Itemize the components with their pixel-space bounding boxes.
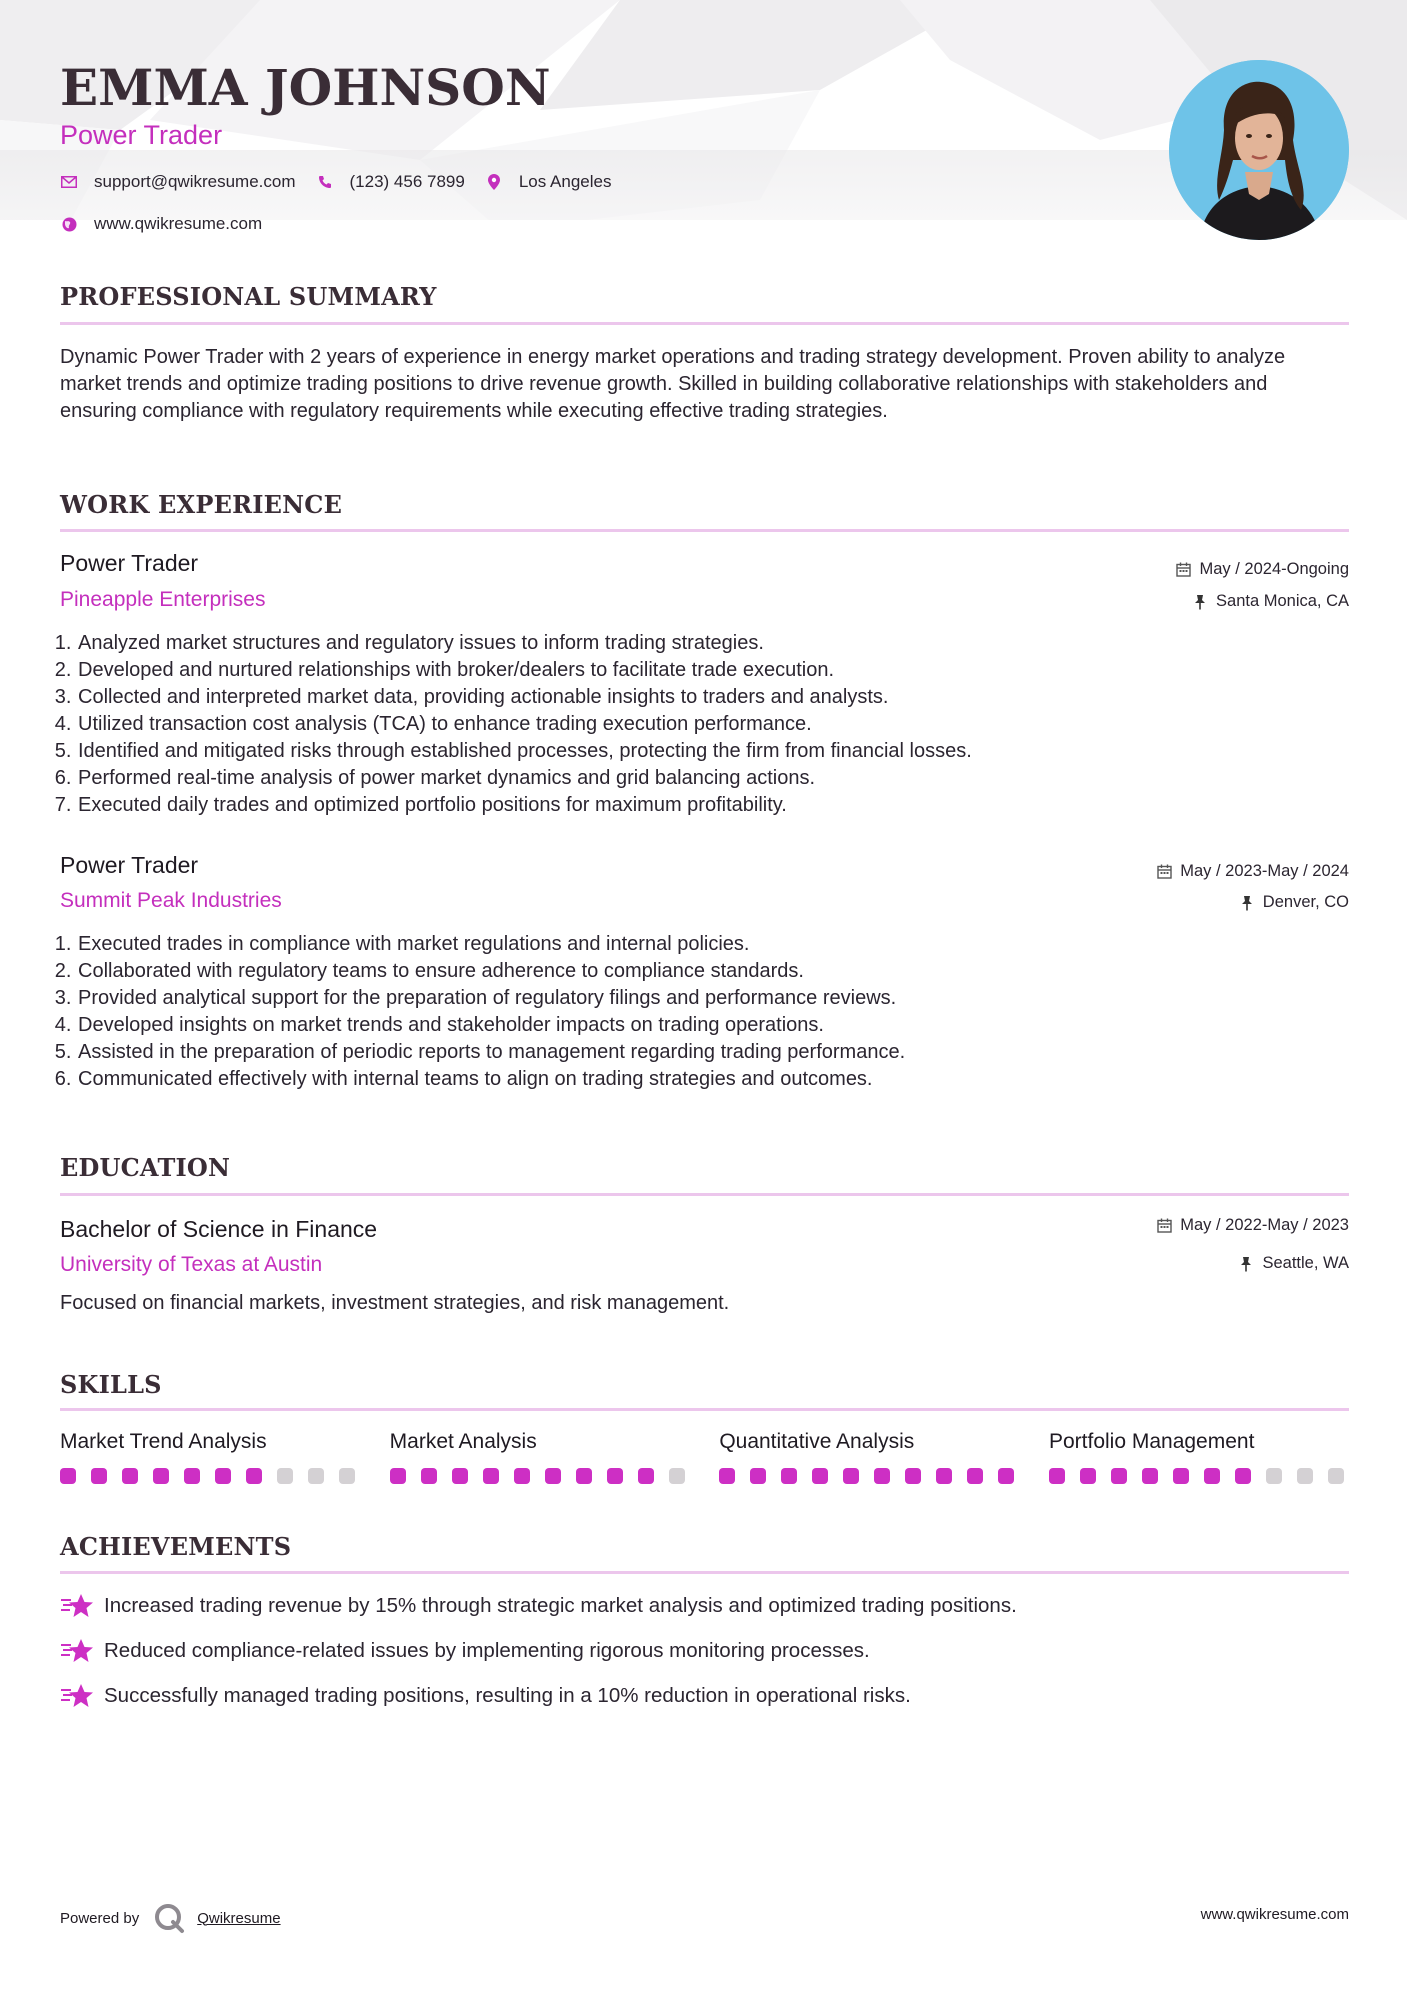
email-text[interactable]: support@qwikresume.com: [94, 172, 296, 191]
skill-dot-empty: [1266, 1468, 1282, 1484]
skill-dot-filled: [638, 1468, 654, 1484]
calendar-icon: [1175, 562, 1191, 578]
skill-dot-filled: [184, 1468, 200, 1484]
pushpin-icon: [1239, 895, 1255, 911]
profile-photo: [1169, 60, 1349, 240]
skill-dot-filled: [215, 1468, 231, 1484]
candidate-name: EMMA JOHNSON: [60, 58, 551, 117]
achievement-text: Increased trading revenue by 15% through strategic market analysis and optimized trading positions.: [104, 1594, 1017, 1617]
job-2-location: [1239, 893, 1349, 912]
star-award-icon: [60, 1682, 94, 1710]
footer-powered-by: [60, 1902, 281, 1934]
job-1-dates-text: May / 2024-Ongoing: [1199, 560, 1349, 578]
job-2-dates-text: May / 2023-May / 2024: [1180, 862, 1349, 880]
skill-dot-filled: [545, 1468, 561, 1484]
phone-icon: [316, 173, 334, 191]
skill-dot-filled: [1080, 1468, 1096, 1484]
duty-item: 4. Utilized transaction cost analysis (TCA) to enhance trading execution performance.: [77, 711, 1347, 738]
duty-item: 3. Provided analytical support for the preparation of regulatory filings and performance reviews.: [77, 985, 1347, 1012]
duty-item: 6. Performed real-time analysis of power market dynamics and grid balancing actions.: [77, 765, 1347, 792]
skill-name: Market Analysis: [389, 1430, 537, 1453]
skill-dot-filled: [153, 1468, 169, 1484]
duty-item: 4. Developed insights on market trends and stakeholder impacts on trading operations.: [77, 1012, 1347, 1039]
calendar-icon: [1156, 864, 1172, 880]
skill-dot-filled: [936, 1468, 952, 1484]
education-description: Focused on financial markets, investment strategies, and risk management.: [60, 1292, 730, 1314]
skill-item: [1049, 1430, 1349, 1484]
skill-dot-filled: [91, 1468, 107, 1484]
contact-row-primary: [60, 172, 631, 192]
skill-rating: [390, 1468, 690, 1484]
education-divider: [60, 1193, 1349, 1196]
pushpin-icon: [1192, 594, 1208, 610]
job-1-location: [1192, 592, 1349, 611]
pushpin-icon: [1238, 1256, 1254, 1272]
job-1-company: Pineapple Enterprises: [60, 588, 266, 611]
skill-item: [390, 1430, 690, 1484]
skill-dot-filled: [1049, 1468, 1065, 1484]
skill-dot-filled: [1204, 1468, 1220, 1484]
achievement-item: [60, 1637, 870, 1665]
duty-item: 5. Identified and mitigated risks through established processes, protecting the firm from financial losses.: [77, 738, 1347, 765]
skills-divider: [60, 1408, 1349, 1411]
skill-dot-filled: [843, 1468, 859, 1484]
skill-dot-empty: [1297, 1468, 1313, 1484]
skill-dot-filled: [998, 1468, 1014, 1484]
skill-name: Market Trend Analysis: [60, 1430, 267, 1453]
job-2-dates: [1156, 862, 1349, 881]
duty-item: 7. Executed daily trades and optimized portfolio positions for maximum profitability.: [77, 792, 1347, 819]
skill-dot-filled: [1142, 1468, 1158, 1484]
summary-text: Dynamic Power Trader with 2 years of experience in energy market operations and trading strategy development. Proven ability to analyze market trends and optimize trading positions to drive revenue growth. Skilled in building collaborative relationships with stakeholders and ensuring compliance with regulatory requirements while executing effective trading strategies.: [60, 346, 1286, 422]
skill-dot-filled: [781, 1468, 797, 1484]
skill-dot-filled: [1235, 1468, 1251, 1484]
skill-dot-filled: [967, 1468, 983, 1484]
skill-dot-empty: [1328, 1468, 1344, 1484]
powered-by-label: Powered by: [60, 1909, 140, 1927]
duty-item: 2. Collaborated with regulatory teams to ensure adherence to compliance standards.: [77, 958, 1347, 985]
skill-dot-filled: [483, 1468, 499, 1484]
skills-section-title: SKILLS: [60, 1370, 162, 1399]
skill-dot-filled: [750, 1468, 766, 1484]
skill-dot-filled: [246, 1468, 262, 1484]
experience-section-title: WORK EXPERIENCE: [60, 490, 343, 519]
skill-dot-filled: [60, 1468, 76, 1484]
achievement-item: [60, 1592, 1017, 1620]
summary-divider: [60, 322, 1349, 325]
job-2-location-text: Denver, CO: [1262, 893, 1349, 911]
skill-item: [60, 1430, 360, 1484]
skills-list: [60, 1430, 1349, 1484]
education-degree: Bachelor of Science in Finance: [60, 1216, 378, 1242]
skill-dot-empty: [339, 1468, 355, 1484]
skill-dot-empty: [308, 1468, 324, 1484]
skill-item: [719, 1430, 1019, 1484]
education-dates-text: May / 2022-May / 2023: [1180, 1216, 1349, 1234]
achievements-section-title: ACHIEVEMENTS: [60, 1532, 292, 1561]
skill-dot-filled: [122, 1468, 138, 1484]
qwikresume-link[interactable]: Qwikresume: [197, 1909, 281, 1927]
skill-dot-filled: [1111, 1468, 1127, 1484]
duty-item: 3. Collected and interpreted market data, providing actionable insights to traders and analysts.: [77, 684, 1347, 711]
star-award-icon: [60, 1592, 94, 1620]
skill-name: Portfolio Management: [1048, 1430, 1255, 1453]
skill-dot-filled: [812, 1468, 828, 1484]
candidate-role: Power Trader: [60, 120, 223, 150]
summary-section-title: PROFESSIONAL SUMMARY: [60, 282, 437, 311]
skill-dot-filled: [514, 1468, 530, 1484]
achievement-text: Successfully managed trading positions, resulting in a 10% reduction in operational risks.: [104, 1684, 911, 1707]
skill-dot-filled: [576, 1468, 592, 1484]
duty-item: 2. Developed and nurtured relationships with broker/dealers to facilitate trade execution.: [77, 657, 1347, 684]
duty-item: 5. Assisted in the preparation of periodic reports to management regarding trading performance.: [77, 1039, 1347, 1066]
duty-item: 6. Communicated effectively with internal teams to align on trading strategies and outcomes.: [77, 1066, 1347, 1093]
skill-dot-empty: [669, 1468, 685, 1484]
job-1-dates: [1175, 560, 1349, 579]
skill-dot-filled: [905, 1468, 921, 1484]
job-2-title: Power Trader: [60, 852, 199, 878]
skill-dot-filled: [607, 1468, 623, 1484]
skill-dot-empty: [277, 1468, 293, 1484]
location-text: Los Angeles: [518, 172, 612, 191]
job-2-duties: [60, 931, 1347, 1093]
job-1-duties: [60, 630, 1347, 819]
job-1-title: Power Trader: [60, 550, 199, 576]
job-2-company: Summit Peak Industries: [60, 889, 282, 912]
phone-text: (123) 456 7899: [349, 172, 465, 191]
education-dates: [1156, 1216, 1349, 1235]
skill-rating: [60, 1468, 360, 1484]
skill-dot-filled: [390, 1468, 406, 1484]
skill-dot-filled: [1173, 1468, 1189, 1484]
education-location-text: Seattle, WA: [1262, 1254, 1349, 1272]
education-school: University of Texas at Austin: [60, 1253, 323, 1276]
duty-item: 1. Analyzed market structures and regulatory issues to inform trading strategies.: [77, 630, 1347, 657]
skill-dot-filled: [874, 1468, 890, 1484]
skill-dot-filled: [719, 1468, 735, 1484]
footer-website[interactable]: www.qwikresume.com: [1200, 1906, 1349, 1923]
achievement-text: Reduced compliance-related issues by implementing rigorous monitoring processes.: [104, 1639, 870, 1662]
education-location: [1238, 1254, 1349, 1273]
website-text[interactable]: www.qwikresume.com: [94, 214, 263, 233]
achievement-item: [60, 1682, 911, 1710]
globe-icon: [60, 215, 78, 233]
achievements-divider: [60, 1571, 1349, 1574]
star-award-icon: [60, 1637, 94, 1665]
contact-row-secondary: [60, 214, 282, 234]
skill-dot-filled: [452, 1468, 468, 1484]
skill-rating: [719, 1468, 1019, 1484]
calendar-icon: [1156, 1218, 1172, 1234]
duty-item: 1. Executed trades in compliance with market regulations and internal policies.: [77, 931, 1347, 958]
job-1-location-text: Santa Monica, CA: [1216, 592, 1349, 610]
skill-rating: [1049, 1468, 1349, 1484]
email-icon: [60, 173, 78, 191]
education-section-title: EDUCATION: [60, 1153, 231, 1182]
experience-divider: [60, 529, 1349, 532]
location-pin-icon: [485, 173, 503, 191]
skill-dot-filled: [421, 1468, 437, 1484]
qwikresume-logo-icon: [153, 1902, 185, 1934]
skill-name: Quantitative Analysis: [719, 1430, 915, 1453]
